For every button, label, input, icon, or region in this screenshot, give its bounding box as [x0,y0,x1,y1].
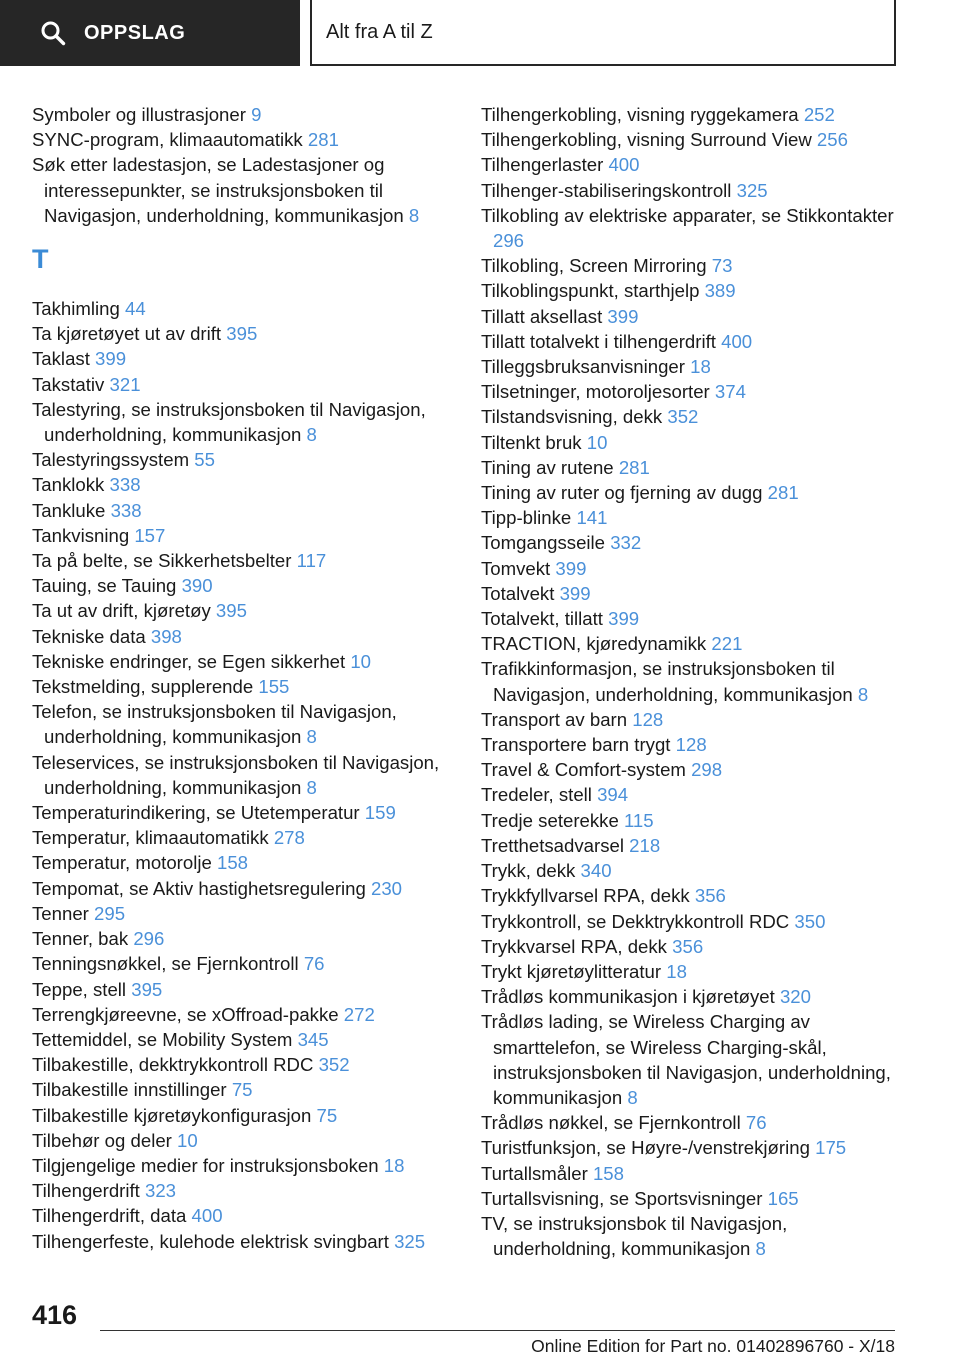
index-entry [481,984,901,1009]
index-entry [481,883,901,908]
index-entry [32,1077,452,1102]
page-number: 416 [32,1300,78,1330]
section-letter: T [32,244,49,275]
index-entry-text: Takhimling [32,298,120,320]
index-entry [32,447,452,472]
page-link[interactable]: 323 [145,1180,177,1202]
index-entry [32,127,452,152]
index-entry-text: Tettemiddel, se Mobility System [32,1028,293,1050]
index-entry [481,505,901,530]
index-entry-text: Tomvekt [481,557,551,579]
index-entry [481,203,901,253]
index-entry [32,800,452,825]
page-link[interactable]: 374 [714,381,746,403]
page-link[interactable]: 117 [296,550,327,572]
index-entry [32,372,452,397]
index-entry-text: Tilhengerdrift, data [32,1205,187,1227]
index-entry-text: Tredje seterekke [481,809,619,831]
page-link[interactable]: 8 [627,1086,638,1108]
index-entry-text: Transport av barn [481,708,628,730]
index-entry-text: TRACTION, kjøredynamikk [481,633,707,655]
index-entry-text: Ta på belte, se Sikkerhetsbelter [32,550,292,572]
index-entry [481,379,901,404]
index-entry [32,1153,452,1178]
index-entry-text: Tillatt totalvekt i tilhengerdrift [481,330,716,352]
page-link[interactable]: 338 [109,474,141,496]
page-link[interactable]: 338 [110,499,142,521]
index-entry-text: Tanklokk [32,474,105,496]
index-entry-text: Temperaturindikering, se Utetemperatur [32,802,360,824]
index-entry-text: Tining av rutene [481,456,614,478]
page-link[interactable]: 230 [371,877,403,899]
index-entry [32,1052,452,1077]
page-link[interactable]: 278 [273,827,305,849]
index-entry-text: Tekstmelding, supplerende [32,676,254,698]
index-entry [32,573,452,598]
index-entry [481,909,901,934]
index-entry-text: Talestyring, se instruksjonsboken til Navigasjon, underholdning, kommunikasjon [32,398,426,446]
page-link[interactable]: 395 [131,978,163,1000]
page-link[interactable]: 9 [251,104,262,125]
index-entry [481,757,901,782]
index-entry-text: Søk etter ladestasjon, se Ladestasjoner og interessepunkter, se instruksjonsboken til Navigasjon, underholdning, kommunikasjon [32,154,404,226]
index-entry [481,480,901,505]
page-link[interactable]: 44 [125,298,146,320]
index-entry-text: Travel & Comfort-system [481,759,686,781]
index-entry [481,354,901,379]
page-link[interactable]: 158 [592,1162,624,1184]
index-entry [32,1229,452,1254]
index-entry-text: Tilbehør og deler [32,1129,172,1151]
index-entry-text: Tilgjengelige medier for instruksjonsboken [32,1154,379,1176]
page-link[interactable]: 73 [711,255,733,277]
page-link[interactable]: 394 [597,784,629,806]
page-link[interactable]: 389 [704,280,736,302]
index-entry-text: Ta kjøretøyet ut av drift [32,323,222,345]
index-entry [32,1002,452,1027]
index-entry [481,1211,901,1261]
index-entry-text: Tankvisning [32,524,130,546]
index-entry [481,808,901,833]
page-link[interactable]: 390 [181,575,213,597]
index-entry-text: Talestyringssystem [32,449,190,471]
index-entry-text: Turtallsmåler [481,1162,588,1184]
index-entry [32,548,452,573]
index-entry-text: Trykkontroll, se Dekktrykkontroll RDC [481,910,790,932]
index-entry-text: Symboler og illustrasjoner [32,104,246,125]
index-entry-text: Tipp-blinke [481,507,572,529]
page-link[interactable]: 399 [608,608,640,630]
index-entry [32,977,452,1002]
page-link[interactable]: 399 [95,348,127,370]
index-entry-text: SYNC-program, klimaautomatikk [32,129,303,151]
index-entry [481,1135,901,1160]
index-entry-text: Tankluke [32,499,106,521]
page-link[interactable]: 159 [364,802,396,824]
index-entry-text: Tilsetninger, motoroljesorter [481,381,710,403]
index-entry-text: Tilstandsvisning, dekk [481,406,663,428]
edition-note: Online Edition for Part no. 01402896760 - X/18 [531,1336,895,1356]
page-header [0,0,960,66]
page-link[interactable]: 352 [318,1054,350,1076]
page-link[interactable]: 400 [191,1205,223,1227]
index-entry [481,127,901,152]
page-link[interactable]: 399 [607,305,639,327]
index-entry-text: Tilkobling, Screen Mirroring [481,255,707,277]
index-entry [481,430,901,455]
page-link[interactable]: 165 [767,1187,799,1209]
page-link[interactable]: 18 [690,356,711,378]
index-entry [481,606,901,631]
page-link[interactable]: 400 [721,330,753,352]
index-entry [32,850,452,875]
index-entry [481,631,901,656]
index-entry [32,498,452,523]
page-link[interactable]: 400 [608,154,640,176]
page-link[interactable]: 345 [297,1028,329,1050]
index-entry [32,472,452,497]
page-link[interactable]: 75 [231,1079,253,1101]
index-entry-text: Tekniske data [32,625,146,647]
index-tab-label: Alt fra A til Z [326,20,433,43]
search-tab[interactable] [0,0,300,66]
page-link[interactable]: 320 [779,986,811,1008]
index-entry-text: Teleservices, se instruksjonsboken til Navigasjon, underholdning, kommunikasjon [32,751,440,798]
index-entry-text: Ta ut av drift, kjøretøy [32,600,211,622]
index-entry-text: Takstativ [32,373,105,395]
page-link[interactable]: 10 [177,1129,198,1151]
index-entry [481,581,901,606]
index-entry-text: Turistfunksjon, se Høyre-/venstrekjøring [481,1137,810,1159]
index-entry [481,278,901,303]
search-icon [40,20,66,46]
index-entry-text: Tilkoblingspunkt, starthjelp [481,280,700,302]
page-link[interactable]: 158 [217,852,249,874]
index-entry-text: Tilhengerkobling, visning Surround View [481,129,812,151]
index-entry-text: Tenner [32,902,89,924]
index-entry-text: Taklast [32,348,90,370]
index-entry [32,750,452,800]
index-entry [481,707,901,732]
index-entry-text: Trådløs kommunikasjon i kjøretøyet [481,986,775,1008]
index-entry-text: Trådløs lading, se Wireless Charging av smarttelefon, se Wireless Charging-skål, instruksjonsboken til Navigasjon, underholdning, kommunikasjon [481,1011,891,1108]
index-entry [32,321,452,346]
index-entry-text: Tomgangsseile [481,532,606,554]
page-link[interactable]: 252 [803,104,835,125]
page-link[interactable]: 399 [555,557,587,579]
index-entry [481,858,901,883]
index-entry-text: Tredeler, stell [481,784,592,806]
footer-divider [100,1330,895,1331]
page-link[interactable]: 399 [559,582,591,604]
page-link[interactable]: 175 [815,1137,847,1159]
index-entry-text: Trykt kjøretøylitteratur [481,960,662,982]
page-link[interactable]: 332 [610,532,642,554]
page-link[interactable]: 295 [94,902,126,924]
index-entry [32,901,452,926]
page-link[interactable]: 221 [711,633,743,655]
index-entry [481,1110,901,1135]
page-link[interactable]: 325 [736,179,768,201]
index-entry [481,1186,901,1211]
index-entry-text: Tilleggsbruksanvisninger [481,356,685,378]
index-entry-text: Trykkvarsel RPA, dekk [481,935,667,957]
page-link[interactable]: 76 [303,953,325,975]
index-entry-text: Trafikkinformasjon, se instruksjonsboken til Navigasjon, underholdning, kommunikasjon [481,658,853,705]
index-entry [481,959,901,984]
index-entry-text: TV, se instruksjonsbok til Navigasjon, underholdning, kommunikasjon [481,1212,788,1260]
page-link[interactable]: 256 [816,129,848,151]
index-entry-text: Temperatur, klimaautomatikk [32,827,269,849]
index-entry-text: Telefon, se instruksjonsboken til Navigasjon, underholdning, kommunikasjon [32,701,397,748]
index-entry [481,404,901,429]
index-entry [481,455,901,480]
page-link[interactable]: 76 [745,1112,767,1134]
page-link[interactable]: 8 [408,204,420,226]
index-entry-text: Temperatur, motorolje [32,852,212,874]
page-link[interactable]: 272 [343,1003,375,1025]
page-link[interactable]: 350 [794,910,826,932]
index-entry [32,1178,452,1203]
index-entry [32,1027,452,1052]
index-entry [32,598,452,623]
page-link[interactable]: 157 [134,524,166,546]
index-entry [481,1009,901,1110]
index-entry-text: Tilbakestille kjøretøykonfigurasjon [32,1104,312,1126]
page-link[interactable]: 281 [618,456,650,478]
index-entry-text: Trykkfyllvarsel RPA, dekk [481,885,690,907]
index-entry-text: Tiltenkt bruk [481,431,582,453]
index-entry [481,329,901,354]
index-entry [481,782,901,807]
index-entry [32,152,452,228]
index-entry-text: Totalvekt, tillatt [481,608,603,630]
page-link[interactable]: 10 [586,431,608,453]
page-link[interactable]: 18 [666,960,687,982]
page-link[interactable]: 155 [258,676,290,698]
page-link[interactable]: 18 [383,1154,405,1176]
index-entry [32,346,452,371]
page-link[interactable]: 75 [316,1104,338,1126]
index-entry [32,523,452,548]
index-entry [481,934,901,959]
index-entry [32,674,452,699]
index-entry-text: Tenningsnøkkel, se Fjernkontroll [32,953,299,975]
page-link[interactable]: 352 [667,406,699,428]
index-entry-text: Tilhengerkobling, visning ryggekamera [481,104,799,125]
page-link[interactable]: 395 [215,600,247,622]
index-column-left [32,102,452,1254]
index-entry [481,833,901,858]
index-entry-text: Tekniske endringer, se Egen sikkerhet [32,650,346,672]
index-entry-text: Trådløs nøkkel, se Fjernkontroll [481,1112,741,1134]
index-entry-text: Transportere barn trygt [481,734,671,756]
index-entry-text: Tillatt aksellast [481,305,603,327]
index-entry [32,296,452,321]
index-entry [481,152,901,177]
index-entry-text: Turtallsvisning, se Sportsvisninger [481,1187,763,1209]
index-entry-text: Tining av ruter og fjerning av dugg [481,482,763,504]
index-entry [32,926,452,951]
page-link[interactable]: 218 [629,834,661,856]
page-link[interactable]: 8 [755,1238,766,1260]
index-entry [32,876,452,901]
page-link[interactable]: 325 [394,1230,426,1252]
page-link[interactable]: 298 [691,759,723,781]
index-entry [481,304,901,329]
index-entry-text: Trykk, dekk [481,860,576,882]
index-entry [32,951,452,976]
index-entry [32,1103,452,1128]
index-entry [32,397,452,447]
page-link[interactable]: 10 [350,650,372,672]
page-link[interactable]: 398 [150,625,182,647]
index-entry [32,1128,452,1153]
index-entry [481,1161,901,1186]
index-entry-text: Tauing, se Tauing [32,575,177,597]
index-entry-text: Teppe, stell [32,978,127,1000]
page-link[interactable]: 296 [493,230,525,252]
index-tab[interactable] [310,0,896,66]
index-entry-text: Tilhengerdrift [32,1180,140,1202]
page-link[interactable]: 395 [226,323,258,345]
index-entry-text: Tempomat, se Aktiv hastighetsregulering [32,877,366,899]
index-entry-text: Tilbakestille innstillinger [32,1079,227,1101]
index-entry [481,253,901,278]
index-entry [32,825,452,850]
index-entry [32,624,452,649]
index-entry [32,649,452,674]
index-entry-text: Tilkobling av elektriske apparater, se Stikkontakter [481,204,894,226]
index-entry [32,699,452,749]
index-entry-text: Terrengkjøreevne, se xOffroad-pakke [32,1003,339,1025]
page-link[interactable]: 141 [576,507,608,529]
index-entry [32,1203,452,1228]
index-entry [481,556,901,581]
index-entry-text: Tilhenger-stabiliseringskontroll [481,179,732,201]
page-link[interactable]: 55 [194,449,215,471]
page-link[interactable]: 8 [306,776,317,798]
page-link[interactable]: 356 [694,885,726,907]
page-link[interactable]: 321 [109,373,141,395]
page-link[interactable]: 281 [307,129,339,151]
index-entry [32,102,452,127]
page-link[interactable]: 8 [306,726,317,748]
page-link[interactable]: 128 [675,734,707,756]
index-entry [481,732,901,757]
page-link[interactable]: 8 [857,683,869,705]
page-link[interactable]: 8 [306,424,317,446]
page-link[interactable]: 296 [133,928,165,950]
page-link[interactable]: 281 [767,482,799,504]
index-entry [481,530,901,555]
index-entry-text: Tilhengerfeste, kulehode elektrisk svingbart [32,1230,389,1252]
index-entry-text: Tretthetsadvarsel [481,834,624,856]
search-tab-label: OPPSLAG [84,21,186,44]
index-entry-text: Totalvekt [481,582,555,604]
index-entry [481,178,901,203]
index-entry [481,656,901,706]
index-entry-text: Tilbakestille, dekktrykkontroll RDC [32,1054,314,1076]
page-link[interactable]: 340 [580,860,612,882]
page-link[interactable]: 128 [632,708,664,730]
index-entry-text: Tilhengerlaster [481,154,604,176]
page-link[interactable]: 115 [623,809,654,831]
index-entry [481,102,901,127]
index-column-right [481,102,901,1261]
index-entry-text: Tenner, bak [32,928,129,950]
page-link[interactable]: 356 [672,935,704,957]
